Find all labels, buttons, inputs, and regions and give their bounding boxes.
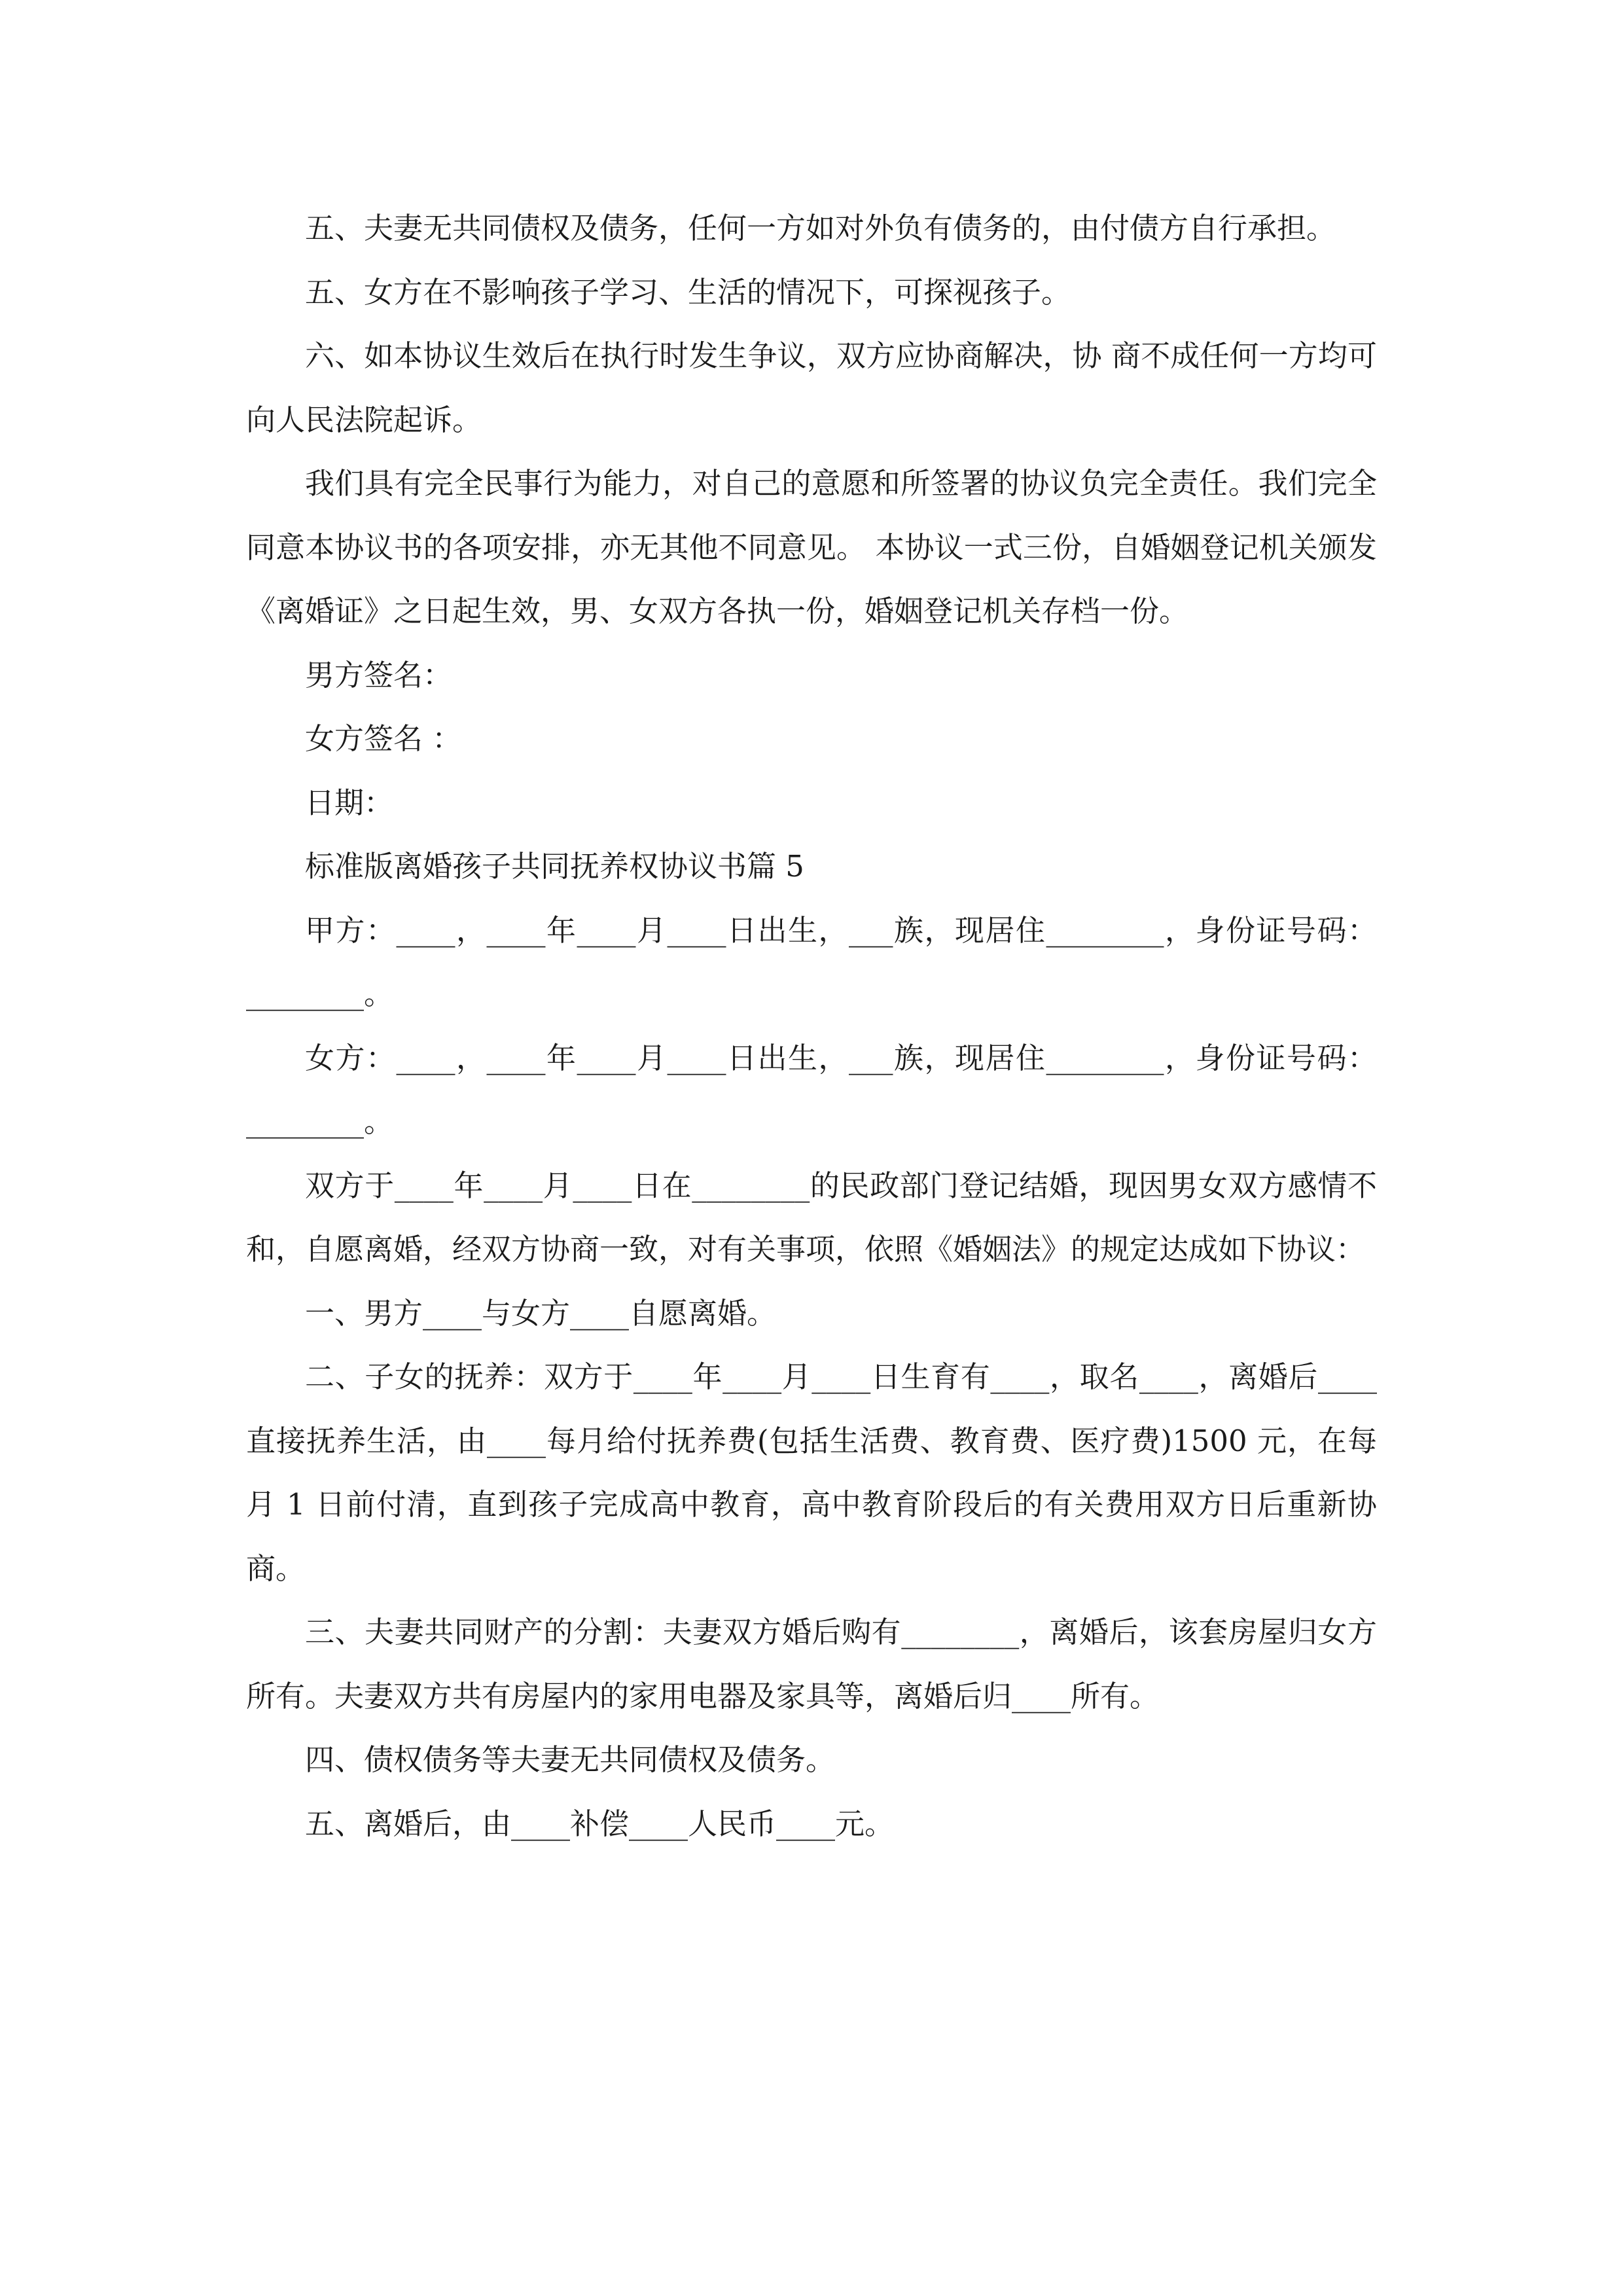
party-a-info: 甲方：____，____年____月____日出生，___族，现居住________，身份证号码：________。 — [246, 912, 1377, 1011]
section-title: 标准版离婚孩子共同抚养权协议书篇 5 — [305, 849, 804, 884]
paragraph-visitation-clause: 五、女方在不影响孩子学习、生活的情况下，可探视孩子。 — [305, 274, 1071, 310]
paragraph-dispute-clause: 六、如本协议生效后在执行时发生争议，双方应协商解决，协 商不成任何一方均可向人民法院起诉。 — [246, 338, 1377, 437]
paragraph-preamble: 双方于____年____月____日在________的民政部门登记结婚，现因男女双方感情不和，自愿离婚，经双方协商一致，对有关事项，依照《婚姻法》的规定达成如下协议： — [246, 1168, 1377, 1266]
document-body — [246, 196, 1377, 1856]
female-signature-line: 女方签名 ： — [305, 721, 462, 756]
paragraph-declaration: 我们具有完全民事行为能力，对自己的意愿和所签署的协议负完全责任。我们完全同意本协议书的各项安排，亦无其他不同意见。 本协议一式三份，自婚姻登记机关颁发《离婚证》之日起生效，男、女双方各执一份，婚姻登记机关存档一份。 — [246, 466, 1377, 628]
male-signature-line: 男方签名： — [305, 657, 453, 692]
clause-1-divorce: 一、男方____与女方____自愿离婚。 — [305, 1295, 777, 1331]
party-b-info: 女方：____，____年____月____日出生，___族，现居住________，身份证号码：________。 — [246, 1040, 1377, 1139]
clause-4-debts: 四、债权债务等夫妻无共同债权及债务。 — [305, 1742, 836, 1777]
paragraph-debts-clause: 五、夫妻无共同债权及债务，任何一方如对外负有债务的，由付债方自行承担。 — [305, 211, 1336, 245]
clause-2-child-support: 二、子女的抚养：双方于____年____月____日生育有____，取名____，离婚后____直接抚养生活，由____每月给付抚养费(包括生活费、教育费、医疗费)1500 元，在每月 1 日前付清，直到孩子完成高中教育，高中教育阶段后的有关费用双方日后重新协商。 — [246, 1359, 1377, 1586]
clause-5-compensation: 五、离婚后，由____补偿____人民币____元。 — [305, 1806, 895, 1841]
clause-3-property: 三、夫妻共同财产的分割：夫妻双方婚后购有________，离婚后，该套房屋归女方所有。夫妻双方共有房屋内的家用电器及家具等，离婚后归____所有。 — [246, 1615, 1377, 1713]
date-line: 日期： — [305, 785, 394, 820]
